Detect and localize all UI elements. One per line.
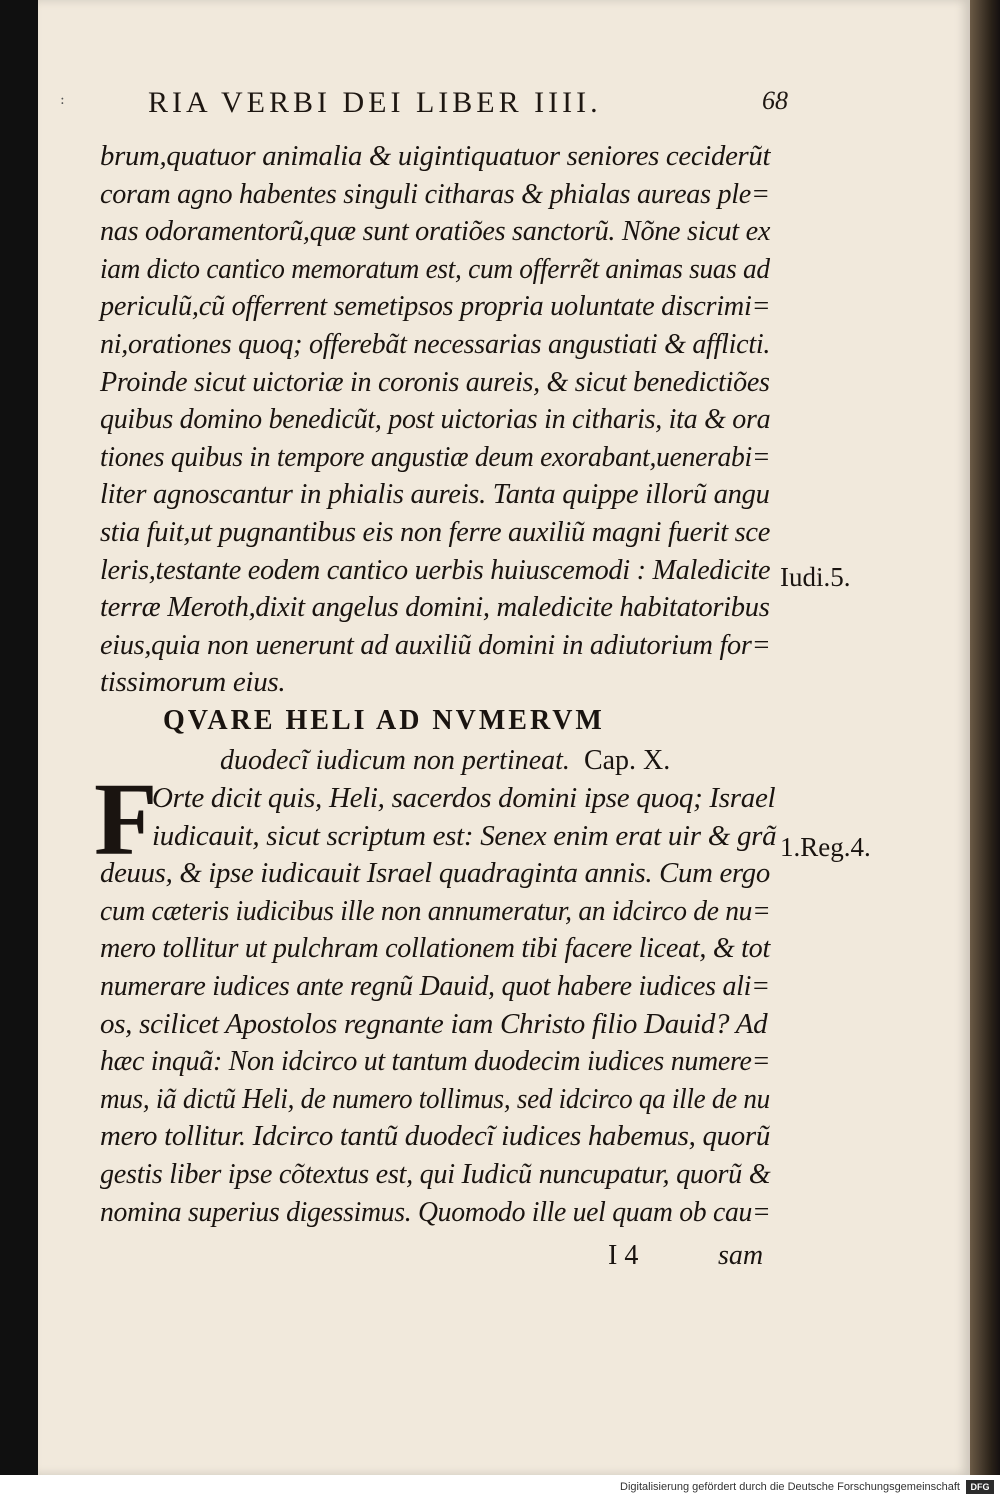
text-line: deuus, & ipse iudicauit Israel quadraginta annis. Cum ergo: [100, 857, 770, 890]
page-number: 68: [762, 86, 788, 115]
text-line: brum,quatuor animalia & uigintiquatuor seniores ceciderũt: [100, 140, 771, 172]
text-line: liter agnoscantur in phialis aureis. Tanta quippe illorũ angu: [100, 478, 770, 511]
chapter-heading: QVARE HELI AD NVMERVM: [163, 705, 605, 736]
text-line: quibus domino benedicũt, post uictorias in citharis, ita & ora: [100, 403, 771, 436]
margin-note-kings: 1.Reg.4.: [780, 832, 871, 862]
text-line: tiones quibus in tempore angustiæ deum exorabant,uenerabi=: [100, 440, 771, 473]
text-line: hæc inquã: Non idcirco ut tantum duodecim iudices numere=: [100, 1045, 771, 1078]
text-line: ni,orationes quoq; offerebãt necessarias angustiati & afflicti.: [100, 328, 771, 360]
catchword: sam: [718, 1240, 764, 1271]
running-header: [148, 86, 788, 120]
text-line: mus, iã dictũ Heli, de numero tollimus, sed idcirco qa ille de nu: [100, 1082, 770, 1115]
text-line: stia fuit,ut pugnantibus eis non ferre auxiliũ magni fuerit sce: [100, 516, 771, 548]
text-line: Proinde sicut uictoriæ in coronis aureis, & sicut benedictiões: [100, 365, 770, 398]
margin-note-judges: Iudi.5.: [780, 562, 851, 592]
dfg-logo: DFG: [966, 1480, 994, 1494]
text-line: nomina superius digessimus. Quomodo ille uel quam ob cau=: [100, 1195, 771, 1228]
chapter-subheading-text: duodecĩ iudicum non pertineat.: [220, 745, 570, 776]
text-line: iam dicto cantico memoratum est, cum offerrẽt animas suas ad: [100, 252, 770, 285]
text-line: mero tollitur. Idcirco tantũ duodecĩ iudices habemus, quorũ: [100, 1120, 771, 1153]
text-line: mero tollitur ut pulchram collationem tibi facere liceat, & tot: [100, 932, 770, 965]
text-line: iudicauit, sicut scriptum est: Senex enim erat uir & grã: [152, 819, 777, 852]
header-title: RIA VERBI DEI LIBER IIII.: [148, 86, 602, 119]
left-mark: :: [60, 92, 65, 108]
text-line: eius,quia non uenerunt ad auxiliũ domini in adiutorium for=: [100, 628, 771, 661]
text-line: Orte dicit quis, Heli, sacerdos domini ipse quoq; Israel: [152, 782, 776, 814]
text-line: cum cæteris iudicibus ille non annumeratur, an idcirco de nu=: [100, 894, 771, 927]
text-line: nas odoramentorũ,quæ sunt oratiões sanctorũ. Nõne sicut ex: [100, 215, 771, 248]
text-line: periculũ,cũ offerrent semetipsos propria uoluntate discrimi=: [100, 290, 771, 323]
text-line: leris,testante eodem cantico uerbis huiuscemodi : Maledicite: [100, 553, 771, 586]
chapter-subheading: [220, 745, 670, 777]
text-line: tissimorum eius.: [100, 666, 286, 699]
signature-mark: I 4: [608, 1240, 639, 1271]
text-line: coram agno habentes singuli citharas & phialas aureas ple=: [100, 177, 770, 210]
footer-text: Digitalisierung gefördert durch die Deutsche Forschungsgemeinschaft: [620, 1481, 960, 1493]
text-line: gestis liber ipse cõtextus est, qui Iudicũ nuncupatur, quorũ &: [100, 1158, 771, 1190]
footer-bar: [0, 1475, 1000, 1501]
text-line: os, scilicet Apostolos regnante iam Christo filio Dauid? Ad: [100, 1007, 768, 1040]
chapter-label: Cap. X.: [583, 745, 671, 776]
drop-cap: F: [94, 762, 158, 877]
text-line: terræ Meroth,dixit angelus domini, maledicite habitatoribus: [100, 591, 770, 624]
book-edge: [970, 0, 1000, 1475]
text-line: numerare iudices ante regnũ Dauid, quot habere iudices ali=: [100, 970, 770, 1002]
